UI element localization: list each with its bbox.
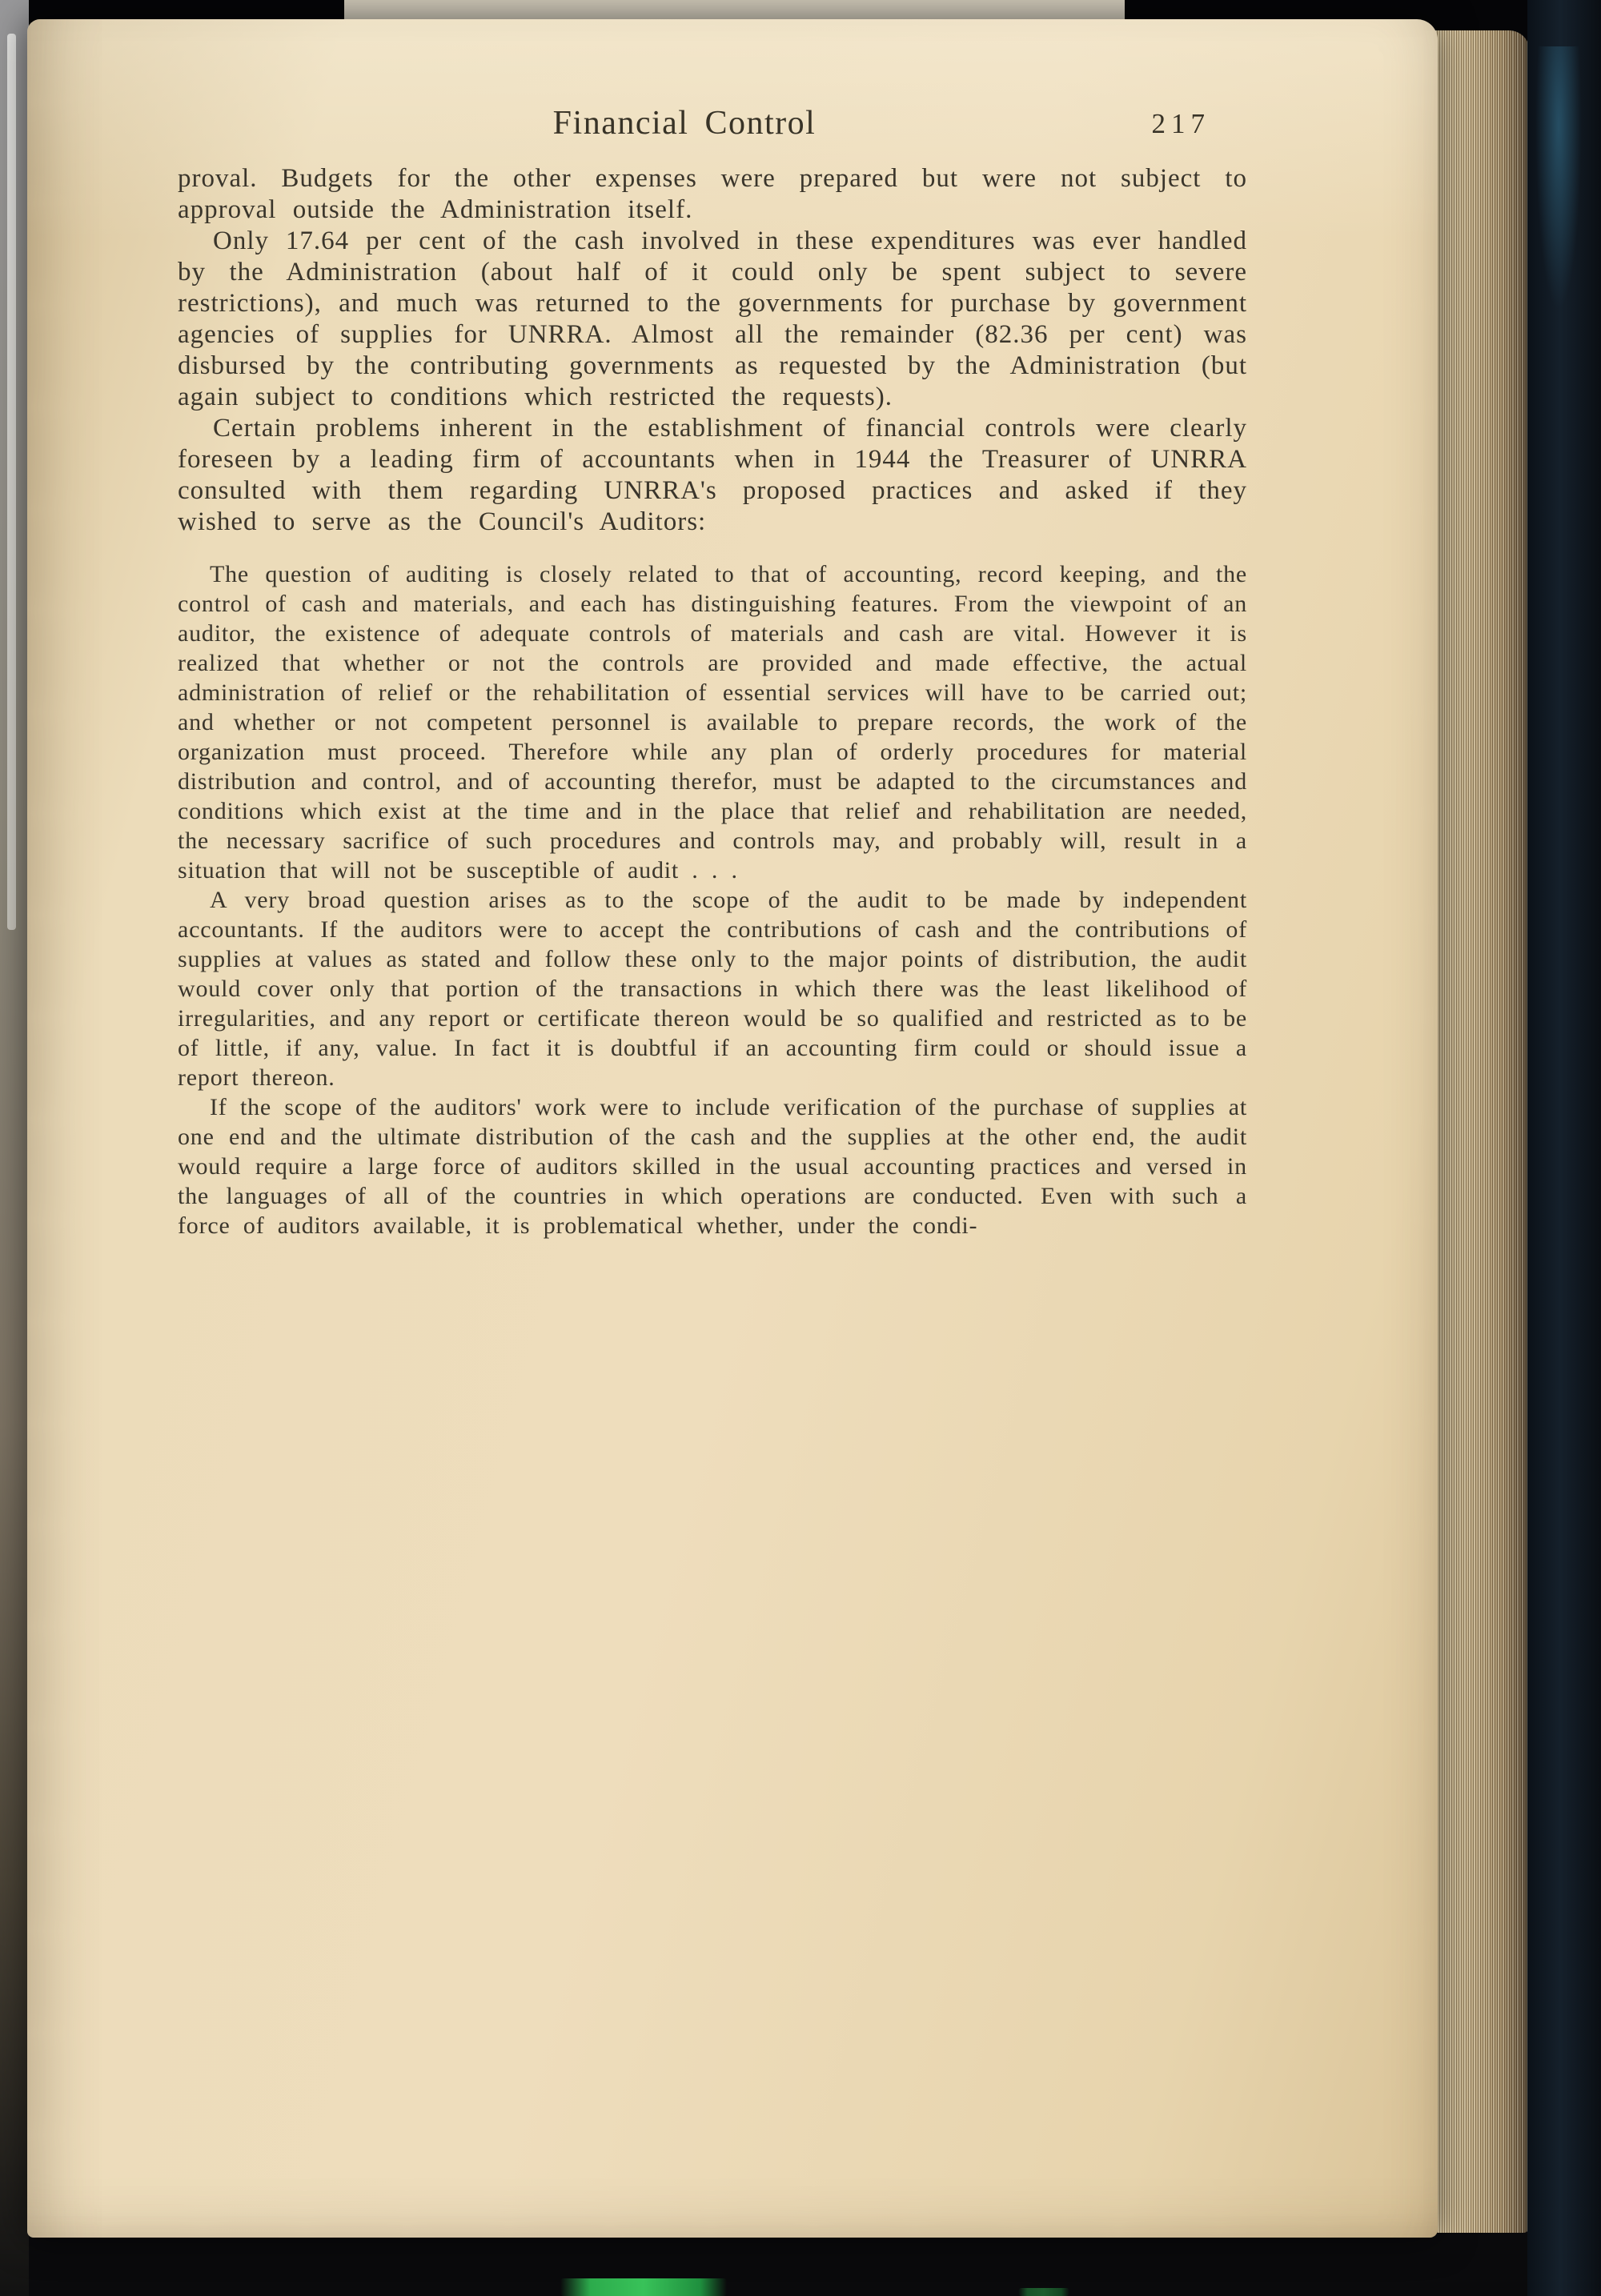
paragraph: proval. Budgets for the other expenses were prepared but were not subject to approval outside the Administration itself.	[178, 164, 1247, 224]
green-accent-mark-small	[1018, 2288, 1069, 2296]
page-body	[178, 163, 1247, 1240]
page-number: 217	[1151, 108, 1210, 139]
left-page-sliver	[7, 34, 16, 930]
running-head	[178, 104, 1247, 149]
cover-highlight	[1535, 46, 1582, 311]
quote-block	[178, 559, 1247, 1240]
page-edge-stack	[1435, 30, 1530, 2233]
quote-paragraph: The question of auditing is closely related to that of accounting, record keeping, and the control of cash and materials, and each has distinguishing features. From the viewpoint of an auditor, the existence of adequate controls of materials and cash are vital. However it is realized that whether or not the controls are provided and made effective, the actual administration of relief or the rehabilitation of essential services will have to be carried out; and whether or not competent personnel is available to prepare records, the work of the organization must proceed. Therefore while any plan of orderly procedures for material distribution and control, and of accounting therefor, must be adapted to the circumstances and conditions which exist at the time and in the place that relief and rehabilitation are needed, the necessary sacrifice of such procedures and controls may, and probably will, result in a situation that will not be susceptible of audit . . .	[178, 561, 1247, 884]
running-head-title: Financial Control	[552, 105, 817, 142]
green-accent-mark	[560, 2278, 727, 2296]
book-page	[27, 19, 1438, 2238]
paragraph: Only 17.64 per cent of the cash involved in these expenditures was ever handled by the Administration (about half of it could only be spent subject to severe restrictions), and much was returned to the governments for purchase by government agencies of supplies for UNRRA. Almost all the remainder (82.36 per cent) was disbursed by the contributing governments as requested by the Administration (but again subject to conditions which restricted the requests).	[178, 226, 1247, 411]
quote-paragraph: If the scope of the auditors' work were to include verification of the purchase of supplies at one end and the ultimate distribution of the cash and the supplies at the other end, the audit would require a large force of auditors skilled in the usual accounting practices and versed in the languages of all of the countries in which operations are conducted. Even with such a force of auditors available, it is problematical whether, under the condi-	[178, 1094, 1247, 1239]
quote-paragraph: A very broad question arises as to the scope of the audit to be made by independent accountants. If the auditors were to accept the contributions of cash and the contributions of supplies at values as stated and follow these only to the major points of distribution, the audit would cover only that portion of the transactions in which there was the least likelihood of irregularities, and any report or certificate thereon would be so qualified and restricted as to be of little, if any, value. In fact it is doubtful if an accounting firm could or should issue a report thereon.	[178, 887, 1247, 1091]
book-cover	[1527, 0, 1601, 2296]
paragraph: Certain problems inherent in the establishment of financial controls were clearly foreseen by a leading firm of accountants when in 1944 the Treasurer of UNRRA consulted with them regarding UNRRA's proposed practices and asked if they wished to serve as the Council's Auditors:	[178, 414, 1247, 536]
